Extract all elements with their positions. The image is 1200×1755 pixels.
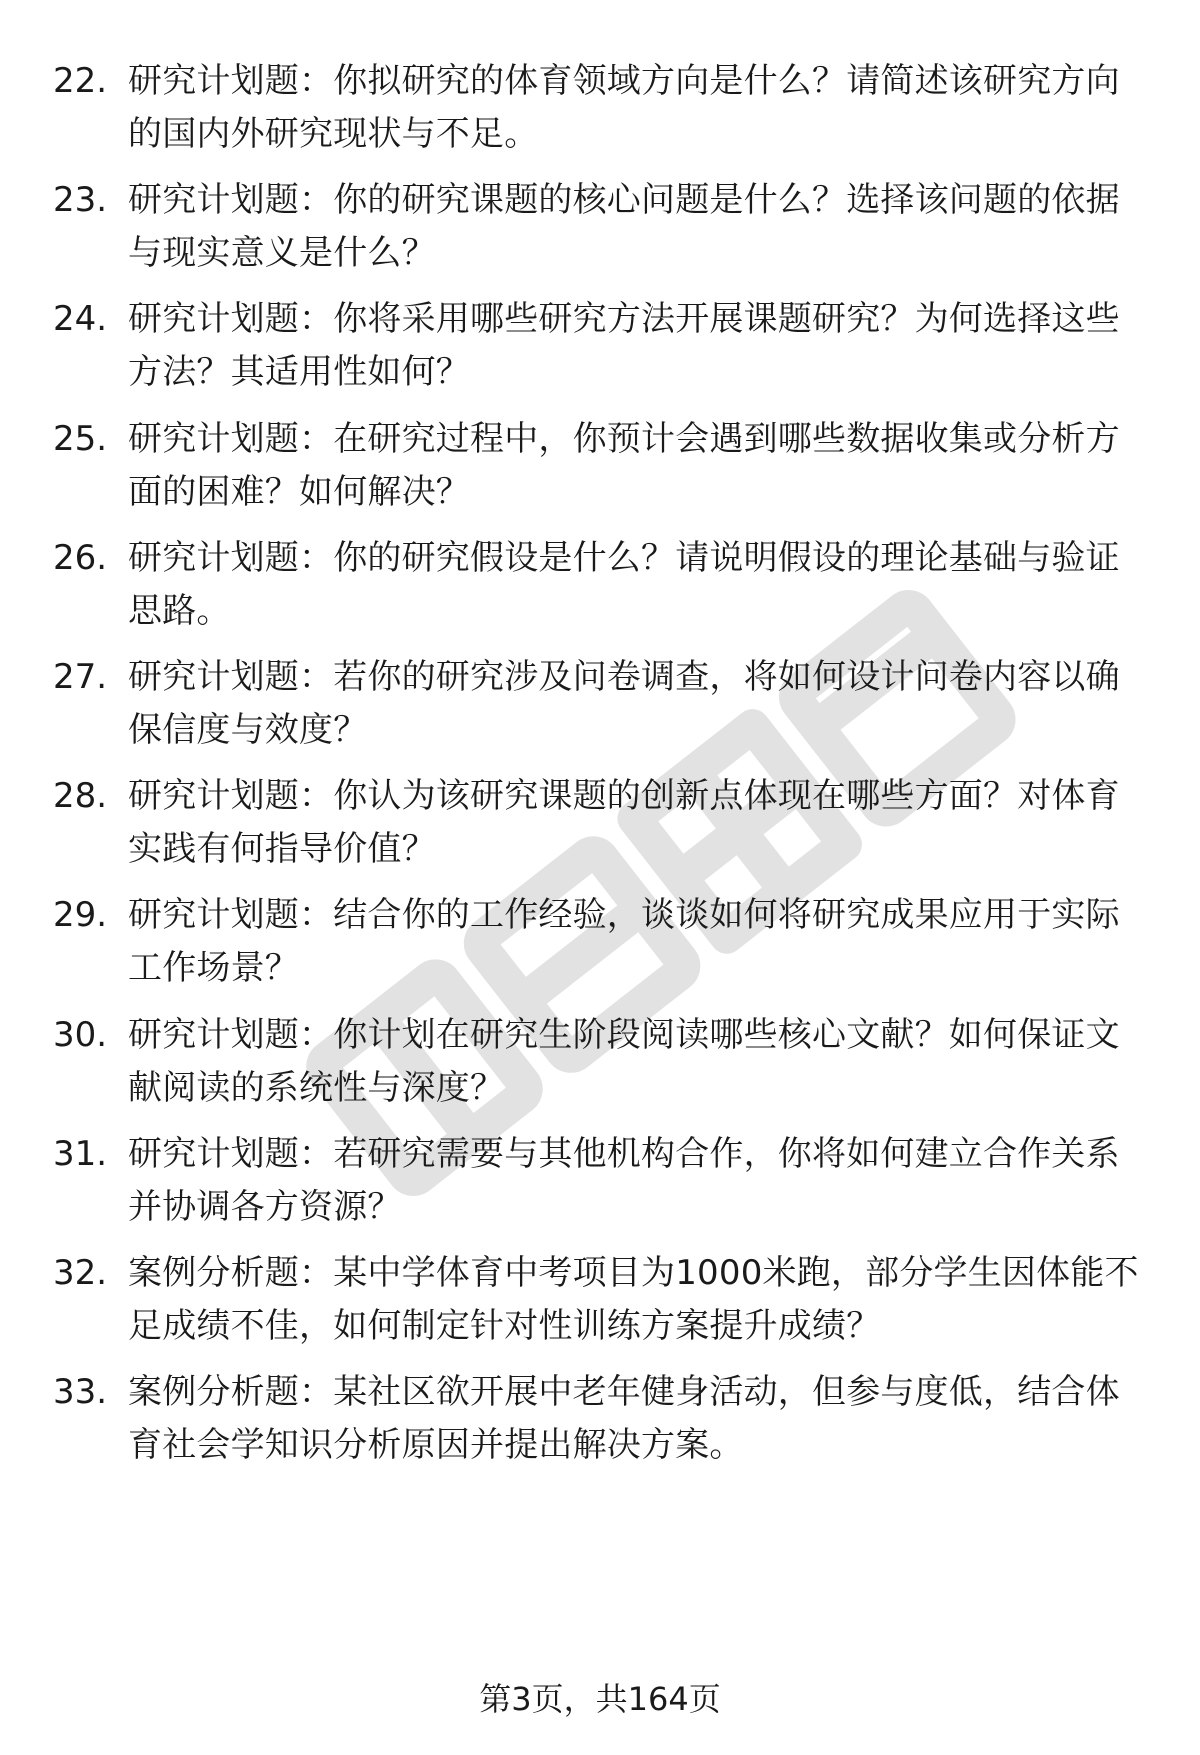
- question-item: [0, 55, 1200, 165]
- question-body: 你认为该研究课题的创新点体现在哪些方面？对体育实践有何指导价值？: [128, 776, 1120, 870]
- question-item: [0, 293, 1200, 403]
- question-item: [0, 770, 1200, 880]
- question-item: [0, 889, 1200, 999]
- question-item: [0, 1247, 1200, 1357]
- question-type: 案例分析题：: [128, 1253, 334, 1293]
- question-item: [0, 174, 1200, 284]
- question-item: [0, 1128, 1200, 1238]
- question-type: 研究计划题：: [128, 657, 334, 697]
- question-type: 研究计划题：: [128, 1133, 334, 1174]
- question-text: [128, 532, 1148, 638]
- question-item: [0, 651, 1200, 761]
- question-text: [128, 770, 1148, 876]
- question-body: 结合你的工作经验，谈谈如何将研究成果应用于实际工作场景？: [128, 895, 1120, 989]
- question-text: [128, 651, 1148, 757]
- question-type: 研究计划题：: [128, 61, 334, 101]
- question-number: 28.: [53, 776, 108, 817]
- question-body: 在研究过程中，你预计会遇到哪些数据收集或分析方面的困难？如何解决？: [128, 418, 1120, 512]
- question-text: [128, 1247, 1148, 1353]
- question-text: [128, 1128, 1148, 1234]
- question-type: 研究计划题：: [128, 537, 334, 578]
- question-number: 30.: [53, 1014, 108, 1055]
- question-type: 研究计划题：: [128, 776, 334, 817]
- page-number: 第3页，共164页: [479, 1680, 721, 1718]
- question-type: 研究计划题：: [128, 180, 334, 221]
- question-text: [128, 413, 1148, 519]
- question-body: 若研究需要与其他机构合作，你将如何建立合作关系并协调各方资源？: [128, 1133, 1120, 1227]
- question-text: [128, 293, 1148, 399]
- question-type: 研究计划题：: [128, 895, 334, 936]
- question-number: 31.: [53, 1133, 108, 1174]
- question-body: 你计划在研究生阶段阅读哪些核心文献？如何保证文献阅读的系统性与深度？: [128, 1014, 1120, 1108]
- question-type: 研究计划题：: [128, 1014, 334, 1055]
- question-text: [128, 1366, 1148, 1472]
- question-number: 33.: [53, 1372, 108, 1413]
- question-body: 某社区欲开展中老年健身活动，但参与度低，结合体育社会学知识分析原因并提出解决方案。: [128, 1372, 1120, 1466]
- question-item: [0, 413, 1200, 523]
- question-item: [0, 1009, 1200, 1119]
- question-number: 26.: [53, 537, 108, 578]
- question-number: 23.: [53, 180, 108, 221]
- question-number: 29.: [53, 895, 108, 936]
- question-number: 27.: [53, 657, 108, 697]
- page-footer: [0, 1675, 1200, 1723]
- question-item: [0, 1366, 1200, 1476]
- question-type: 研究计划题：: [128, 418, 334, 459]
- question-body: 你的研究课题的核心问题是什么？选择该问题的依据与现实意义是什么？: [128, 180, 1120, 274]
- question-type: 案例分析题：: [128, 1372, 334, 1413]
- question-text: [128, 55, 1148, 161]
- question-body: 你拟研究的体育领域方向是什么？请简述该研究方向的国内外研究现状与不足。: [128, 61, 1120, 154]
- question-text: [128, 889, 1148, 995]
- question-item: [0, 532, 1200, 642]
- question-body: 若你的研究涉及问卷调查，将如何设计问卷内容以确保信度与效度？: [128, 657, 1120, 750]
- question-body: 你将采用哪些研究方法开展课题研究？为何选择这些方法？其适用性如何？: [128, 299, 1120, 393]
- question-number: 24.: [53, 299, 108, 340]
- question-number: 32.: [53, 1253, 108, 1293]
- question-body: 你的研究假设是什么？请说明假设的理论基础与验证思路。: [128, 537, 1120, 631]
- question-body: 某中学体育中考项目为1000米跑，部分学生因体能不足成绩不佳，如何制定针对性训练方案提升成绩？: [128, 1253, 1139, 1346]
- question-number: 22.: [53, 61, 108, 101]
- question-type: 研究计划题：: [128, 299, 334, 340]
- question-text: [128, 174, 1148, 280]
- question-number: 25.: [53, 418, 108, 459]
- question-text: [128, 1009, 1148, 1115]
